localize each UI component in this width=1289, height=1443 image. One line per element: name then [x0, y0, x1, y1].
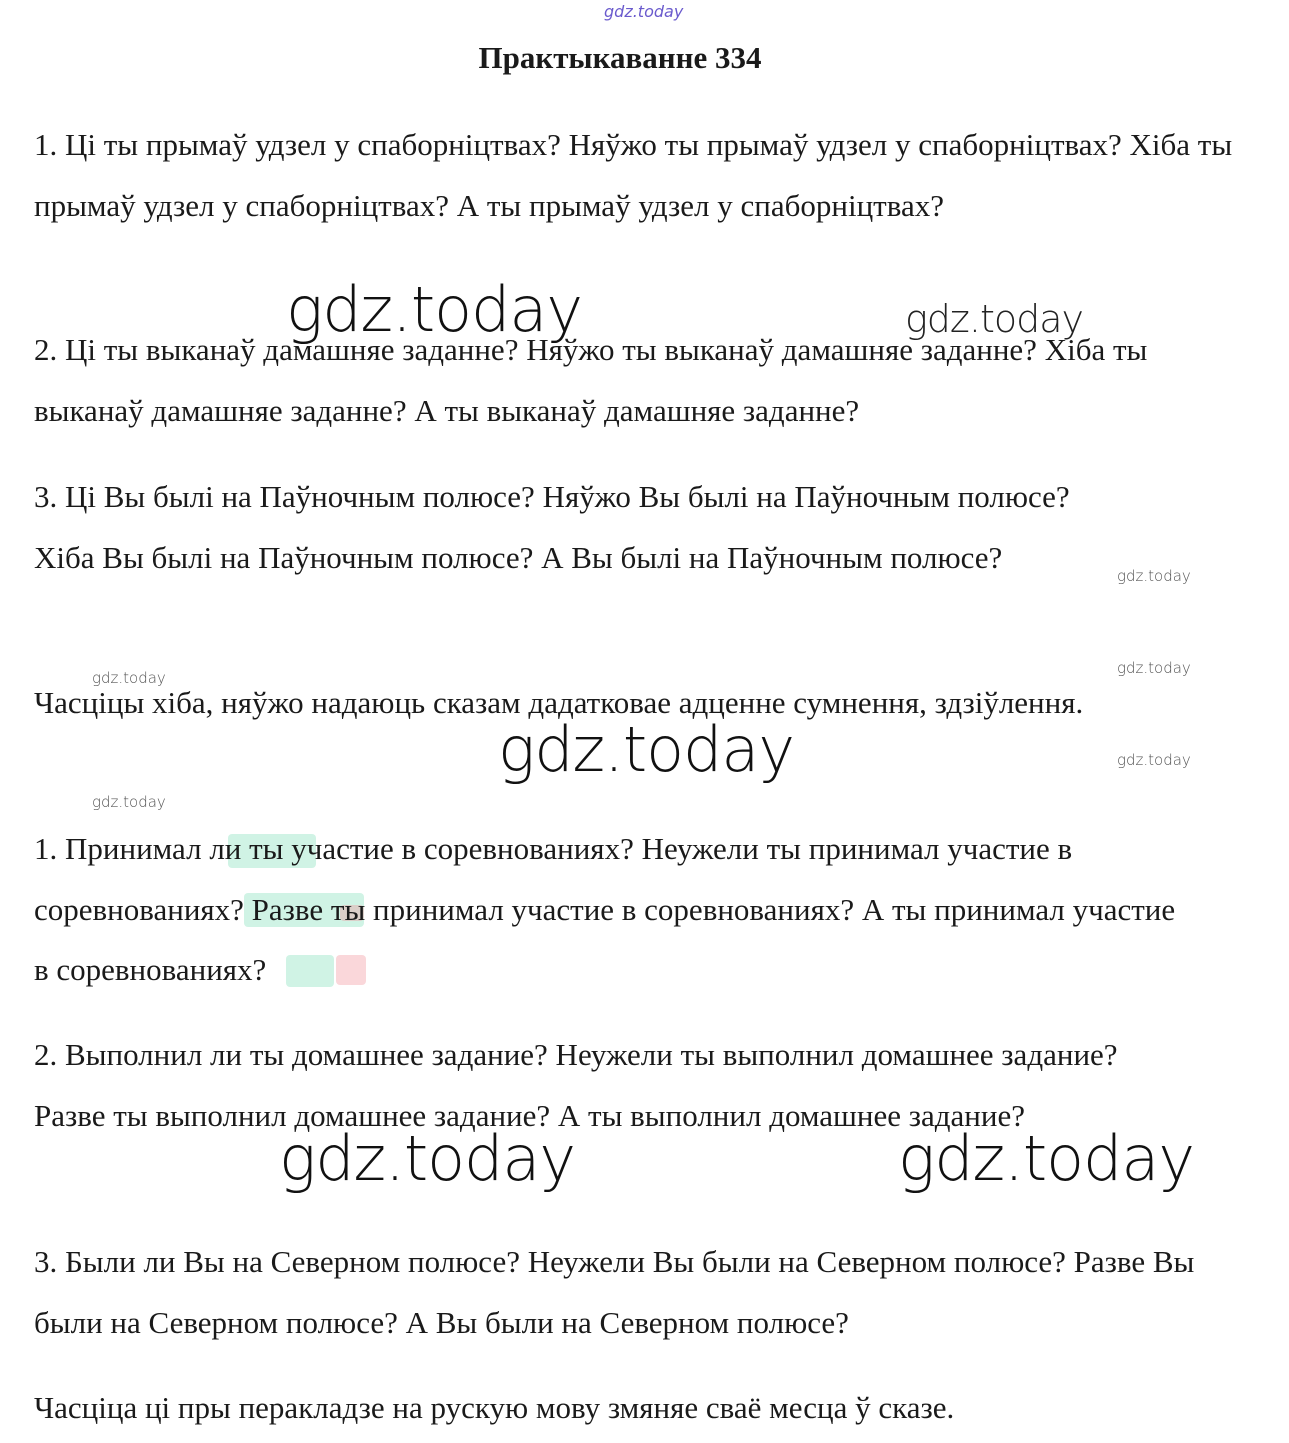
paragraph-be-2: 2. Ці ты выканаў дамашняе заданне? Няўжо ты выканаў дамашняе заданне? Хіба ты выканаў дамашняе заданне? А ты выканаў дамашняе заданне?	[34, 332, 1148, 428]
watermark: gdz.today	[1117, 567, 1191, 585]
watermark: gdz.today	[92, 793, 166, 811]
paragraph-be-1: 1. Ці ты прымаў удзел у спаборніцтвах? Няўжо ты прымаў удзел у спаборніцтвах? Хіба ты прымаў удзел у спаборніцтвах? А ты прымаў удзел у спаборніцтвах?	[34, 127, 1233, 223]
watermark: gdz.today	[279, 1122, 576, 1195]
header-watermark: gdz.today	[604, 2, 684, 21]
paragraph-ru-1: 1. Принимал ли ты участие в соревнованиях? Неужели ты принимал участие в соревнованиях? Разве ты принимал участие в соревнованиях? А ты принимал участие в соревнованиях?	[34, 831, 1176, 987]
watermark: gdz.today	[905, 297, 1083, 341]
page-title: Практыкаванне 334	[478, 40, 762, 75]
paragraph-be-3: 3. Ці Вы былі на Паўночным полюсе? Няўжо Вы былі на Паўночным полюсе? Хіба Вы былі на Паўночным полюсе? А Вы былі на Паўночным полюсе?	[34, 479, 1070, 575]
watermark: gdz.today	[898, 1122, 1195, 1195]
watermark: gdz.today	[498, 713, 795, 786]
paragraph-be-note: Часціцы хіба, няўжо надаюць сказам дадатковае адценне сумнення, здзіўлення.	[34, 685, 1084, 720]
paragraph-ru-3: 3. Были ли Вы на Северном полюсе? Неужели Вы были на Северном полюсе? Разве Вы были на Северном полюсе? А Вы были на Северном полюсе?	[34, 1244, 1195, 1340]
paragraph-ru-2: 2. Выполнил ли ты домашнее задание? Неужели ты выполнил домашнее задание? Разве ты выполнил домашнее задание? А ты выполнил домашнее задание?	[34, 1037, 1118, 1133]
paragraph-ru-note: Часціца ці пры перакладзе на рускую мову змяняе сваё месца ў сказе.	[34, 1390, 955, 1425]
watermark: gdz.today	[1117, 659, 1191, 677]
watermark: gdz.today	[1117, 751, 1191, 769]
watermark: gdz.today	[286, 273, 583, 346]
watermark: gdz.today	[92, 669, 166, 687]
